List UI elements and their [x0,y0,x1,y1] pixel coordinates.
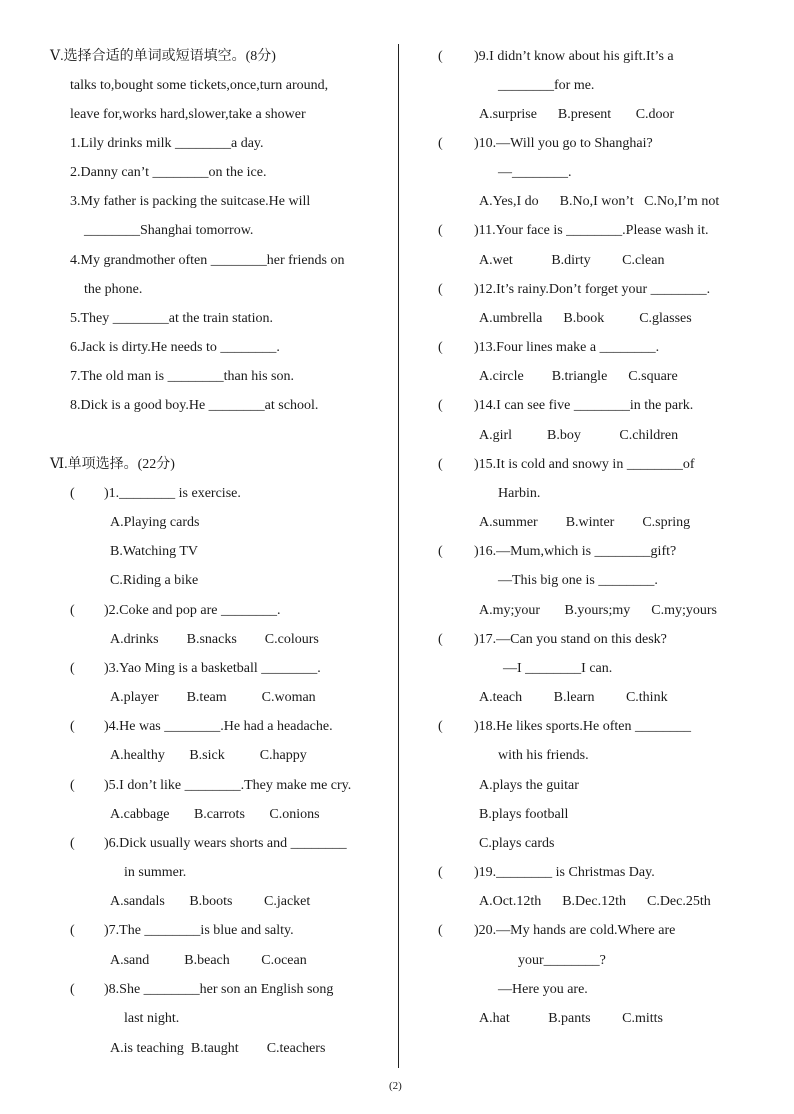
q5-stem: )5.I don’t like ________.They make me cry. [104,778,352,793]
q9-stem: )9.I didn’t know about his gift.It’s a [474,49,674,64]
section-6-heading: Ⅵ.单项选择。(22分) [50,457,175,472]
word-bank-line-1: talks to,bought some tickets,once,turn around, [70,78,329,93]
q6-options: A.sandals B.boots C.jacket [110,894,311,909]
q9-options: A.surprise B.present C.door [479,107,675,122]
word-bank-line-2: leave for,works hard,slower,take a shower [70,107,306,122]
answer-paren: ( [438,865,443,880]
q13-stem: )13.Four lines make a ________. [474,340,660,355]
q10-stem: )10.—Will you go to Shanghai? [474,136,653,151]
column-divider [398,44,399,1068]
answer-paren: ( [438,544,443,559]
answer-paren: ( [438,632,443,647]
q18-option-a: A.plays the guitar [479,778,579,793]
q20-stem: )20.—My hands are cold.Where are [474,923,676,938]
q16-options: A.my;your B.yours;my C.my;yours [479,603,718,618]
answer-paren: ( [70,982,75,997]
answer-paren: ( [438,49,443,64]
q18-option-b: B.plays football [479,807,569,822]
q17-options: A.teach B.learn C.think [479,690,668,705]
q15-stem: )15.It is cold and snowy in ________of [474,457,695,472]
s5-item-8: 8.Dick is a good boy.He ________at school. [70,398,319,413]
q8-options: A.is teaching B.taught C.teachers [110,1041,326,1056]
q12-stem: )12.It’s rainy.Don’t forget your ________. [474,282,711,297]
s5-item-2: 2.Danny can’t ________on the ice. [70,165,267,180]
answer-paren: ( [70,661,75,676]
q13-options: A.circle B.triangle C.square [479,369,678,384]
q12-options: A.umbrella B.book C.glasses [479,311,692,326]
q3-stem: )3.Yao Ming is a basketball ________. [104,661,321,676]
q20-reply: —Here you are. [498,982,588,997]
s5-item-3-cont: ________Shanghai tomorrow. [84,223,254,238]
q6-stem: )6.Dick usually wears shorts and ________ [104,836,347,851]
q8-stem-cont: last night. [124,1011,180,1026]
s5-item-5: 5.They ________at the train station. [70,311,273,326]
answer-paren: ( [438,340,443,355]
answer-paren: ( [438,719,443,734]
s5-item-1: 1.Lily drinks milk ________a day. [70,136,264,151]
answer-paren: ( [438,282,443,297]
page-number: (2) [389,1080,402,1092]
q11-stem: )11.Your face is ________.Please wash it. [474,223,709,238]
s5-item-6: 6.Jack is dirty.He needs to ________. [70,340,280,355]
q17-stem: )17.—Can you stand on this desk? [474,632,667,647]
q1-option-c: C.Riding a bike [110,573,199,588]
q19-stem: )19.________ is Christmas Day. [474,865,655,880]
s5-item-4: 4.My grandmother often ________her friends on [70,253,345,268]
s5-item-7: 7.The old man is ________than his son. [70,369,294,384]
q17-stem-cont: —I ________I can. [503,661,613,676]
q16-stem: )16.—Mum,which is ________gift? [474,544,677,559]
q18-option-c: C.plays cards [479,836,555,851]
answer-paren: ( [70,923,75,938]
q15-stem-cont: Harbin. [498,486,541,501]
answer-paren: ( [70,486,75,501]
s5-item-4-cont: the phone. [84,282,143,297]
q1-option-b: B.Watching TV [110,544,199,559]
q20-stem-cont: your________? [518,953,606,968]
q10-stem-cont: —________. [498,165,572,180]
q19-options: A.Oct.12th B.Dec.12th C.Dec.25th [479,894,711,909]
section-5-heading: Ⅴ.选择合适的单词或短语填空。(8分) [50,49,276,64]
q18-stem: )18.He likes sports.He often ________ [474,719,691,734]
q2-stem: )2.Coke and pop are ________. [104,603,281,618]
answer-paren: ( [70,778,75,793]
q8-stem: )8.She ________her son an English song [104,982,334,997]
q1-stem: )1.________ is exercise. [104,486,241,501]
q20-options: A.hat B.pants C.mitts [479,1011,663,1026]
answer-paren: ( [438,398,443,413]
q7-options: A.sand B.beach C.ocean [110,953,307,968]
answer-paren: ( [438,457,443,472]
answer-paren: ( [70,836,75,851]
s5-item-3: 3.My father is packing the suitcase.He will [70,194,311,209]
answer-paren: ( [438,136,443,151]
q15-options: A.summer B.winter C.spring [479,515,691,530]
q7-stem: )7.The ________is blue and salty. [104,923,294,938]
answer-paren: ( [70,719,75,734]
answer-paren: ( [438,223,443,238]
q10-options: A.Yes,I do B.No,I won’t C.No,I’m not [479,194,720,209]
q4-stem: )4.He was ________.He had a headache. [104,719,333,734]
answer-paren: ( [438,923,443,938]
q2-options: A.drinks B.snacks C.colours [110,632,319,647]
answer-paren: ( [70,603,75,618]
q4-options: A.healthy B.sick C.happy [110,748,307,763]
q1-option-a: A.Playing cards [110,515,200,530]
q16-stem-cont: —This big one is ________. [498,573,658,588]
q14-options: A.girl B.boy C.children [479,428,679,443]
q3-options: A.player B.team C.woman [110,690,316,705]
q5-options: A.cabbage B.carrots C.onions [110,807,320,822]
q18-stem-cont: with his friends. [498,748,589,763]
q9-stem-cont: ________for me. [498,78,595,93]
q6-stem-cont: in summer. [124,865,187,880]
q14-stem: )14.I can see five ________in the park. [474,398,694,413]
q11-options: A.wet B.dirty C.clean [479,253,665,268]
